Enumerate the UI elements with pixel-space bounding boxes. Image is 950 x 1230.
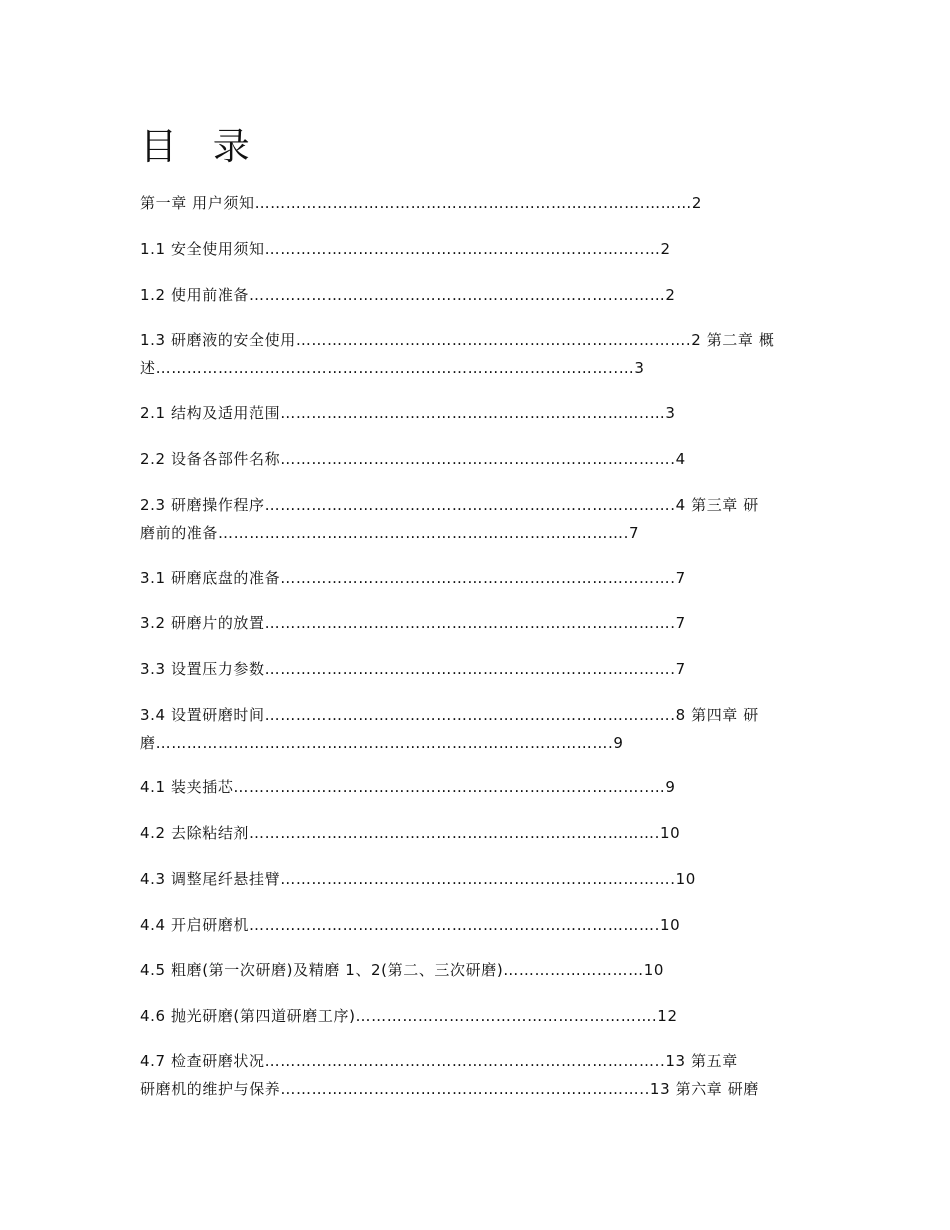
toc-entry-4-4: 4.4 开启研磨机…………………………………………………………………….10 <box>140 916 681 934</box>
toc-entry-1-1: 1.1 安全使用须知………………………………………………………..……..…2 <box>140 240 671 258</box>
toc-entry-chapter-3-cont: 磨前的准备…………………………………………………………………….7 <box>140 524 640 542</box>
toc-entry-4-5: 4.5 粗磨(第一次研磨)及精磨 1、2(第二、三次研磨)………………………10 <box>140 961 664 979</box>
toc-title: 目 录 <box>140 125 262 168</box>
toc-entry-2-2: 2.2 设备各部件名称………………………………………………………………….4 <box>140 450 686 468</box>
toc-entry-4-7: 4.7 检查研磨状况…………………………………………………………………..13 第五章 <box>140 1052 738 1070</box>
toc-entry-chapter-5-cont: 研磨机的维护与保养……………………………………………………………..13 第六章 研磨 <box>140 1080 759 1098</box>
toc-entry-chapter-1: 第一章 用户须知…………………………………………………………..…….………2 <box>140 194 703 212</box>
toc-entry-chapter-4-cont: 磨…………………………………………………………………………….9 <box>140 734 624 752</box>
toc-entry-3-4: 3.4 设置研磨时间…………………………………………………………………….8 第四章 研 <box>140 706 759 724</box>
toc-entry-chapter-2-cont: 述……………………………………………………………………………..…3 <box>140 359 645 377</box>
toc-entry-3-1: 3.1 研磨底盘的准备………………………………………………………………….7 <box>140 569 686 587</box>
toc-entry-4-1: 4.1 装夹插芯……………………………………………………………………..…9 <box>140 778 676 796</box>
toc-entry-4-6: 4.6 抛光研磨(第四道研磨工序)………………………………………………….12 <box>140 1007 678 1025</box>
toc-entry-3-3: 3.3 设置压力参数…………………………………………………………………….7 <box>140 660 686 678</box>
toc-entry-1-2: 1.2 使用前准备……………………………………………………………..………2 <box>140 286 676 304</box>
toc-entry-1-3: 1.3 研磨液的安全使用………………………………………………………………….2 第二章 概 <box>140 331 775 349</box>
toc-entry-2-1: 2.1 结构及适用范围……………………………………………………………..…3 <box>140 404 676 422</box>
toc-entry-4-2: 4.2 去除粘结剂…………………………………………………………………….10 <box>140 824 681 842</box>
toc-entry-4-3: 4.3 调整尾纤悬挂臂………………………………………………………………….10 <box>140 870 696 888</box>
toc-entry-3-2: 3.2 研磨片的放置…………………………………………………………………….7 <box>140 614 686 632</box>
toc-entry-2-3: 2.3 研磨操作程序…………………………………………………………………….4 第三章 研 <box>140 496 759 514</box>
